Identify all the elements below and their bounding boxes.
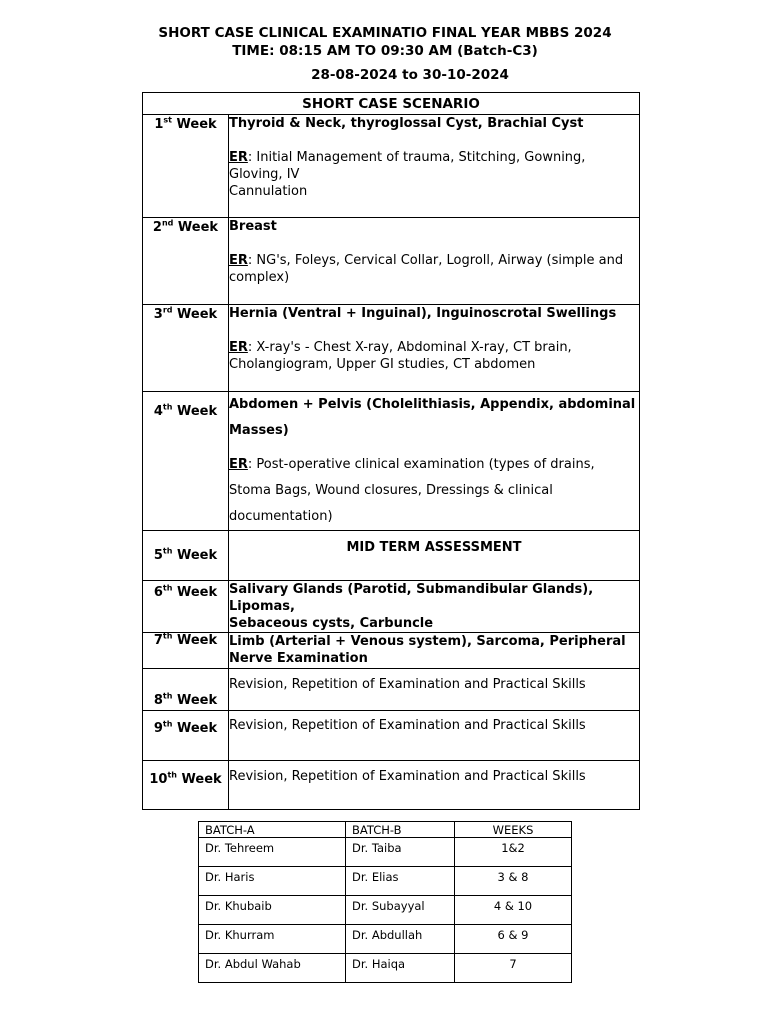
week-content bbox=[229, 305, 640, 392]
week-content bbox=[229, 392, 640, 531]
er-text-cont: Cannulation bbox=[229, 184, 308, 199]
topic-text-cont: Sebaceous cysts, Carbuncle bbox=[229, 616, 434, 631]
weeks-cell: 4 & 10 bbox=[455, 896, 572, 925]
schedule-row-week-10 bbox=[143, 761, 640, 810]
week-label: 3rd Week bbox=[143, 305, 229, 392]
weeks-cell: 3 & 8 bbox=[455, 867, 572, 896]
week-content bbox=[229, 115, 640, 218]
week-content bbox=[229, 633, 640, 669]
week-content bbox=[229, 669, 640, 711]
topic-text: Thyroid & Neck, thyroglossal Cyst, Brachial Cyst bbox=[229, 116, 584, 131]
week-label: 7th Week bbox=[143, 633, 229, 669]
schedule-row-week-3 bbox=[143, 305, 640, 392]
schedule-row-week-9 bbox=[143, 711, 640, 761]
table-row bbox=[199, 867, 572, 896]
batch-b-cell: Dr. Abdullah bbox=[346, 925, 455, 954]
schedule-row-week-5 bbox=[143, 531, 640, 581]
schedule-row-week-4 bbox=[143, 392, 640, 531]
week-content bbox=[229, 761, 640, 810]
col-header: WEEKS bbox=[455, 822, 572, 838]
col-header: BATCH-B bbox=[346, 822, 455, 838]
batch-table bbox=[198, 821, 572, 983]
topic-text: MID TERM ASSESSMENT bbox=[346, 540, 522, 555]
er-text: ER: Initial Management of trauma, Stitching, Gowning, Gloving, IV bbox=[229, 150, 586, 182]
schedule-row-week-6 bbox=[143, 581, 640, 633]
topic-text: Revision, Repetition of Examination and Practical Skills bbox=[229, 677, 586, 692]
date-range: 28-08-2024 to 30-10-2024 bbox=[311, 67, 509, 83]
topic-text: Revision, Repetition of Examination and Practical Skills bbox=[229, 718, 586, 733]
schedule-row-week-1 bbox=[143, 115, 640, 218]
week-label: 1st Week bbox=[143, 115, 229, 218]
schedule-row-week-8 bbox=[143, 669, 640, 711]
batch-header-row bbox=[199, 822, 572, 838]
schedule-row-week-2 bbox=[143, 218, 640, 305]
er-text: ER: Post-operative clinical examination (types of drains, Stoma Bags, Wound closures, Dressings & clinical documentation) bbox=[229, 457, 595, 524]
table-row bbox=[199, 925, 572, 954]
weeks-cell: 7 bbox=[455, 954, 572, 983]
batch-b-cell: Dr. Subayyal bbox=[346, 896, 455, 925]
col-header: BATCH-A bbox=[199, 822, 346, 838]
batch-a-cell: Dr. Khubaib bbox=[199, 896, 346, 925]
week-content bbox=[229, 218, 640, 305]
batch-b-cell: Dr. Haiqa bbox=[346, 954, 455, 983]
time-line: TIME: 08:15 AM TO 09:30 AM (Batch-C3) bbox=[232, 43, 538, 59]
table-row bbox=[199, 954, 572, 983]
batch-a-cell: Dr. Abdul Wahab bbox=[199, 954, 346, 983]
week-label: 4th Week bbox=[143, 392, 229, 531]
weeks-cell: 1&2 bbox=[455, 838, 572, 867]
week-content bbox=[229, 531, 640, 581]
batch-a-cell: Dr. Tehreem bbox=[199, 838, 346, 867]
topic-text: Hernia (Ventral + Inguinal), Inguinoscrotal Swellings bbox=[229, 306, 617, 321]
batch-b-cell: Dr. Taiba bbox=[346, 838, 455, 867]
weeks-cell: 6 & 9 bbox=[455, 925, 572, 954]
er-text: ER: NG's, Foleys, Cervical Collar, Logroll, Airway (simple and complex) bbox=[229, 253, 624, 285]
week-content bbox=[229, 711, 640, 761]
week-label: 6th Week bbox=[143, 581, 229, 633]
week-label: 2nd Week bbox=[143, 218, 229, 305]
week-label: 9th Week bbox=[143, 711, 229, 761]
table-row bbox=[199, 838, 572, 867]
schedule-table bbox=[142, 92, 640, 810]
week-label: 8th Week bbox=[143, 669, 229, 711]
topic-text: Breast bbox=[229, 219, 277, 234]
schedule-header-row bbox=[143, 93, 640, 115]
week-content bbox=[229, 581, 640, 633]
er-text: ER: X-ray's - Chest X-ray, Abdominal X-ray, CT brain, Cholangiogram, Upper GI studies, CT abdomen bbox=[229, 340, 572, 372]
batch-a-cell: Dr. Haris bbox=[199, 867, 346, 896]
topic-text: Salivary Glands (Parotid, Submandibular Glands), Lipomas, bbox=[229, 582, 594, 614]
batch-b-cell: Dr. Elias bbox=[346, 867, 455, 896]
batch-a-cell: Dr. Khurram bbox=[199, 925, 346, 954]
topic-text: Abdomen + Pelvis (Cholelithiasis, Appendix, abdominal Masses) bbox=[229, 397, 636, 438]
topic-text: Revision, Repetition of Examination and Practical Skills bbox=[229, 769, 586, 784]
document-title: SHORT CASE CLINICAL EXAMINATIO FINAL YEAR MBBS 2024 bbox=[158, 25, 612, 41]
schedule-heading: SHORT CASE SCENARIO bbox=[143, 93, 640, 115]
week-label: 5th Week bbox=[143, 531, 229, 581]
week-label: 10th Week bbox=[143, 761, 229, 810]
topic-text: Limb (Arterial + Venous system), Sarcoma, Peripheral Nerve Examination bbox=[229, 634, 626, 666]
table-row bbox=[199, 896, 572, 925]
schedule-row-week-7 bbox=[143, 633, 640, 669]
